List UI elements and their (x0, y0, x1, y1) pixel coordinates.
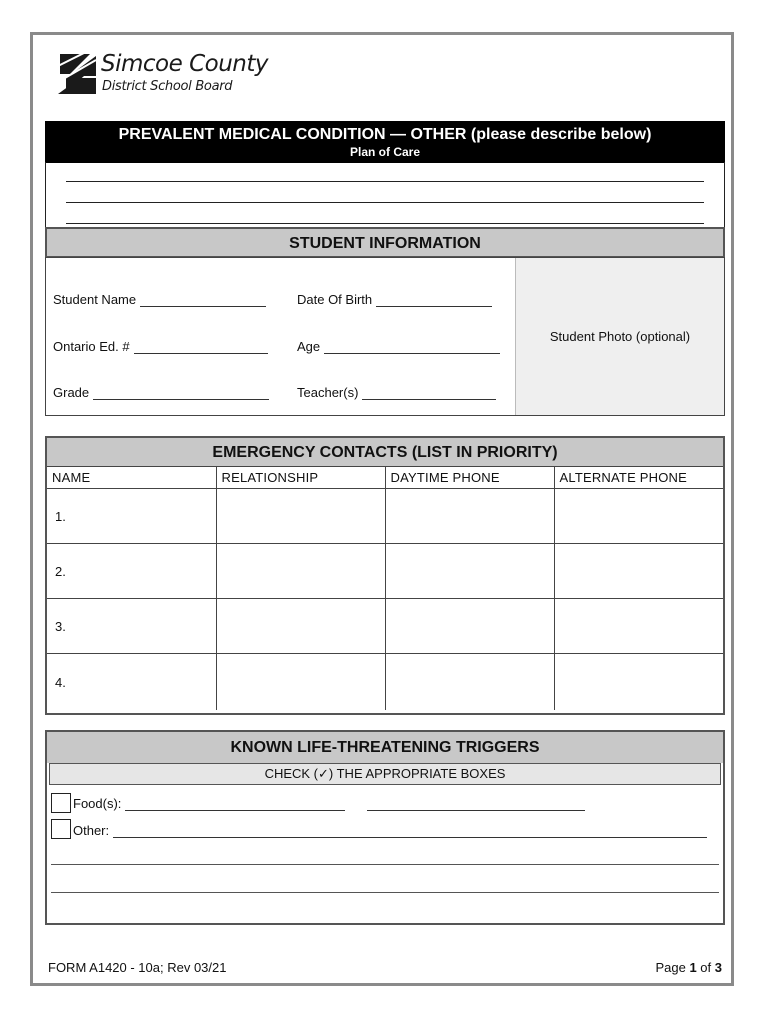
other-input[interactable] (113, 825, 707, 838)
relationship-cell[interactable] (216, 654, 385, 711)
table-row (47, 599, 723, 654)
description-line[interactable] (66, 223, 704, 224)
emergency-contacts-table (47, 467, 723, 710)
contact-name-cell[interactable]: 2. (47, 544, 216, 599)
column-header: DAYTIME PHONE (385, 467, 554, 489)
food-input-2[interactable] (367, 798, 585, 811)
food-input-1[interactable] (125, 798, 345, 811)
alternate-phone-cell[interactable] (554, 599, 723, 654)
student-name-field[interactable] (53, 292, 266, 307)
contact-name-cell[interactable]: 3. (47, 599, 216, 654)
student-info-section (45, 257, 725, 416)
grade-input[interactable] (93, 387, 269, 400)
student-photo-area[interactable] (515, 258, 724, 415)
other-label: Other: (73, 823, 110, 838)
relationship-cell[interactable] (216, 489, 385, 544)
grade-field[interactable] (53, 385, 269, 400)
page-total: 3 (714, 960, 722, 975)
page-number: 1 (689, 960, 697, 975)
trigger-line[interactable] (51, 892, 719, 893)
description-line[interactable] (66, 202, 704, 203)
teachers-field[interactable] (297, 385, 496, 400)
board-logo-icon (56, 52, 98, 96)
grade-label: Grade (53, 385, 90, 400)
student-photo-label: Student Photo (optional) (549, 329, 691, 344)
table-row (47, 544, 723, 599)
teachers-input[interactable] (362, 387, 496, 400)
teachers-label: Teacher(s) (297, 385, 359, 400)
contact-name-cell[interactable]: 1. (47, 489, 216, 544)
table-row (47, 654, 723, 711)
form-title: PREVALENT MEDICAL CONDITION — OTHER (please describe below) (118, 126, 652, 143)
contact-name-cell[interactable]: 4. (47, 654, 216, 711)
triggers-title: KNOWN LIFE-THREATENING TRIGGERS (47, 732, 723, 763)
description-line[interactable] (66, 181, 704, 182)
logo-name: Simcoe County (101, 51, 268, 77)
emergency-contacts-title: EMERGENCY CONTACTS (LIST IN PRIORITY) (47, 438, 723, 467)
daytime-phone-cell[interactable] (385, 599, 554, 654)
food-field[interactable] (73, 796, 585, 811)
column-header: ALTERNATE PHONE (554, 467, 723, 489)
date-of-birth-field[interactable] (297, 292, 492, 307)
ontario-ed-input[interactable] (134, 341, 268, 354)
other-checkbox[interactable] (51, 819, 71, 839)
table-header-row (47, 467, 723, 489)
form-title-bar (45, 121, 725, 163)
student-name-input[interactable] (140, 294, 266, 307)
column-header: NAME (47, 467, 216, 489)
daytime-phone-cell[interactable] (385, 654, 554, 711)
alternate-phone-cell[interactable] (554, 544, 723, 599)
date-of-birth-label: Date Of Birth (297, 292, 373, 307)
other-field[interactable] (73, 823, 707, 838)
relationship-cell[interactable] (216, 544, 385, 599)
food-checkbox[interactable] (51, 793, 71, 813)
ontario-ed-field[interactable] (53, 339, 268, 354)
age-label: Age (297, 339, 321, 354)
form-subtitle: Plan of Care (349, 145, 421, 159)
student-name-label: Student Name (53, 292, 137, 307)
alternate-phone-cell[interactable] (554, 489, 723, 544)
ontario-ed-label: Ontario Ed. # (53, 339, 130, 354)
triggers-section (45, 730, 725, 925)
triggers-instruction: CHECK (✓) THE APPROPRIATE BOXES (49, 763, 721, 785)
age-input[interactable] (324, 341, 500, 354)
logo (56, 50, 276, 100)
trigger-line[interactable] (51, 864, 719, 865)
form-id: FORM A1420 - 10a; Rev 03/21 (48, 960, 227, 975)
daytime-phone-cell[interactable] (385, 489, 554, 544)
daytime-phone-cell[interactable] (385, 544, 554, 599)
column-header: RELATIONSHIP (216, 467, 385, 489)
emergency-contacts-section (45, 436, 725, 715)
alternate-phone-cell[interactable] (554, 654, 723, 711)
logo-subtitle: District School Board (102, 79, 233, 94)
page-prefix: Page (655, 960, 686, 975)
description-area[interactable] (45, 162, 725, 228)
table-row (47, 489, 723, 544)
date-of-birth-input[interactable] (376, 294, 492, 307)
page-indicator (655, 960, 722, 975)
relationship-cell[interactable] (216, 599, 385, 654)
page-of: of (700, 960, 712, 975)
student-info-title: STUDENT INFORMATION (45, 227, 725, 258)
food-label: Food(s): (73, 796, 122, 811)
age-field[interactable] (297, 339, 500, 354)
